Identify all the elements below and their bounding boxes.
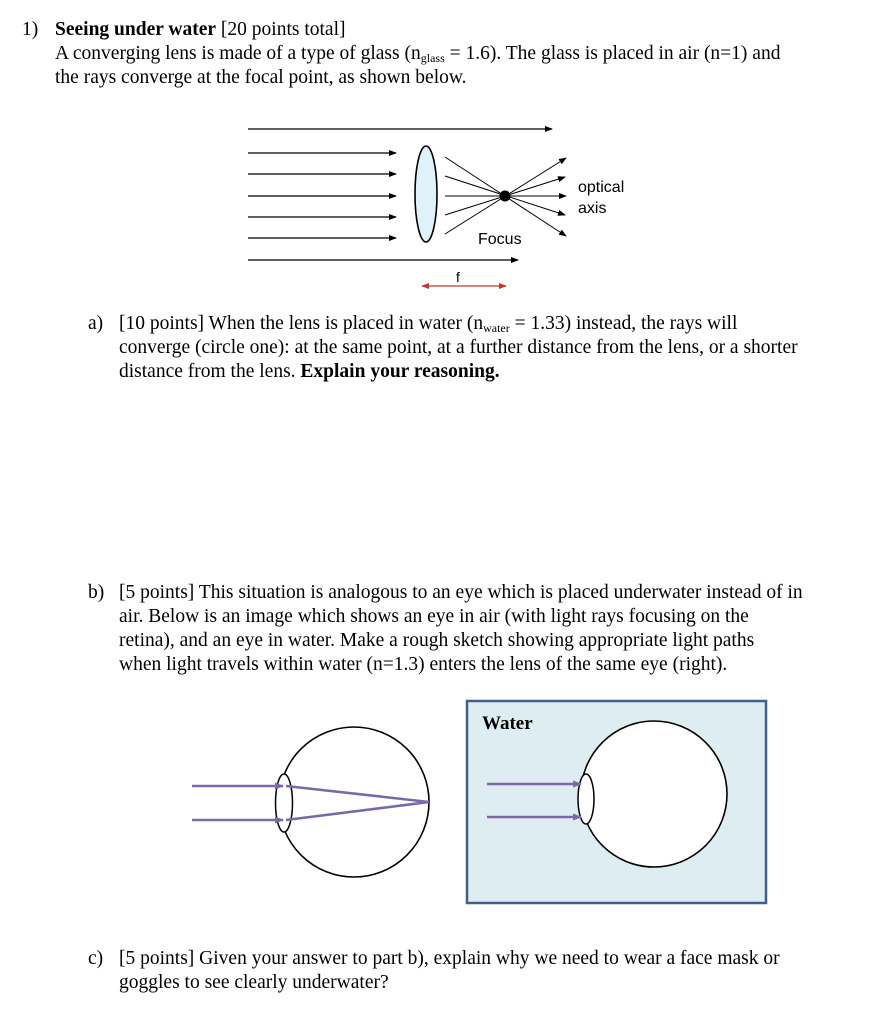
- part-a-text-b: = 1.33) instead, the rays will: [509, 313, 738, 334]
- part-b-line-4: when light travels within water (n=1.3) enters the lens of the same eye (right).: [119, 654, 728, 675]
- part-a-text-bold: Explain your reasoning.: [300, 361, 500, 382]
- eye-diagram: [180, 695, 780, 915]
- part-c-label: c): [88, 948, 104, 969]
- part-a-line-3: [119, 360, 500, 384]
- question-intro-line-2: the rays converge at the focal point, as shown below.: [55, 67, 467, 88]
- eye-in-water: [467, 701, 766, 903]
- eye-lens-air: [276, 774, 293, 832]
- water-label: Water: [482, 713, 533, 734]
- part-a-line-2: converge (circle one): at the same point, at a further distance from the lens, or a shorter: [119, 337, 798, 358]
- part-a-line-1: [119, 312, 737, 336]
- focal-length-label: f: [456, 269, 460, 285]
- part-a-text-plain: distance from the lens.: [119, 361, 301, 382]
- focus-label: Focus: [478, 231, 522, 248]
- eye-in-air: [192, 727, 429, 877]
- part-a-text-a: [10 points] When the lens is placed in water (n: [119, 313, 484, 334]
- lens-diagram: [230, 112, 650, 302]
- eyeball-water: [581, 721, 727, 867]
- optical-axis-label-2: axis: [578, 200, 607, 217]
- intro-text-b: = 1.6). The glass is placed in air (n=1) and: [444, 43, 781, 64]
- question-points: [20 points total]: [220, 19, 346, 40]
- part-b-line-1: [5 points] This situation is analogous to an eye which is placed underwater instead of in: [119, 582, 803, 603]
- question-title: Seeing under water: [55, 19, 217, 40]
- part-b-line-3: retina), and an eye in water. Make a rough sketch showing appropriate light paths: [119, 630, 755, 651]
- converging-lens: [415, 146, 437, 242]
- part-c-line-1: [5 points] Given your answer to part b), explain why we need to wear a face mask or: [119, 948, 780, 969]
- part-b-label: b): [88, 582, 105, 603]
- part-b-line-2: air. Below is an image which shows an eye in air (with light rays focusing on the: [119, 606, 749, 627]
- focal-point: [500, 191, 511, 202]
- part-c-line-2: goggles to see clearly underwater?: [119, 972, 389, 993]
- intro-text-a: A converging lens is made of a type of glass (n: [55, 43, 421, 64]
- optical-axis-label: optical: [578, 179, 625, 196]
- part-a-subscript: water: [483, 321, 510, 335]
- question-number: 1): [22, 19, 39, 40]
- question-intro-line-1: [55, 42, 780, 66]
- eyeball-air: [279, 727, 429, 877]
- intro-subscript: glass: [420, 51, 445, 65]
- question-title-line: [55, 18, 346, 42]
- part-a-label: a): [88, 313, 104, 334]
